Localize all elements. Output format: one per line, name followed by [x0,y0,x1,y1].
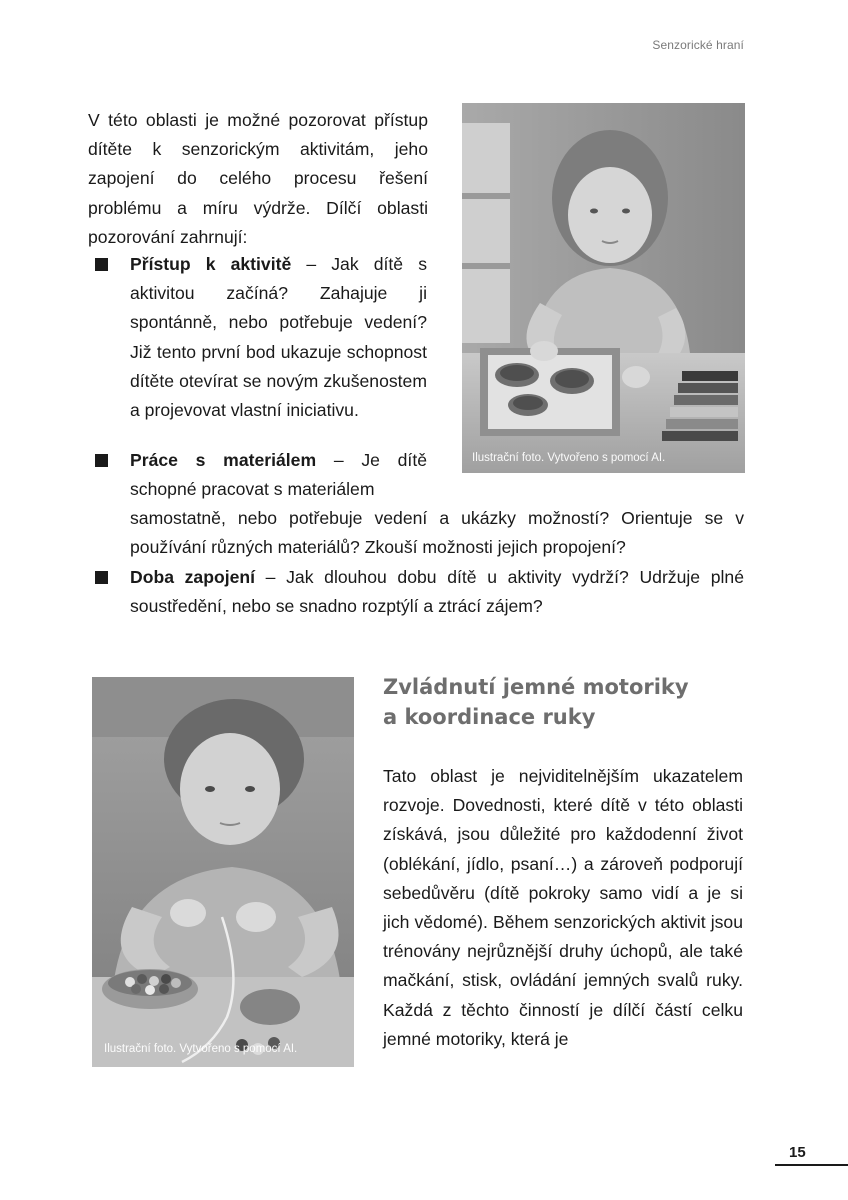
bullet-material [130,446,427,504]
photo-caption: Ilustrační foto. Vytvořeno s pomocí AI. [104,1043,298,1055]
photo-boy-illustration [92,677,354,1067]
bullet-material-continued: samostatně, nebo potřebuje vedení a ukázky možností? Orientuje se v používání různých materiálů? Zkouší možnosti jejich propojení? [130,508,744,558]
section-heading-line1: Zvládnutí jemné motoriky [383,675,689,699]
page-number-rule [775,1164,848,1166]
photo-girl-sensory-tray [462,103,745,473]
photo-girl-illustration [462,103,745,473]
bullet-marker [95,571,108,584]
section-body: Tato oblast je nejviditelnějším ukazatelem rozvoje. Dovednosti, které dítě v této oblasti získává, jsou důležité pro každodenní život (oblékání, jídlo, psaní…) a zároveň podporují sebedůvěru (dítě pokroky samo vidí a je si jich vědomé). Během senzorických aktivit jsou trénovány nejrůznější druhy úchopů, ale také mačkání, stisk, ovládání jemných svalů ruky. Každá z těchto činností je dílčí částí celku jemné motoriky, která je [383,766,743,1049]
bullet-title: Doba zapojení [130,567,256,587]
bullet-text: – Jak dlouhou dobu dítě u aktivity vydrží? Udržuje plné soustředění, nebo se snadno rozptýlí a ztrácí zájem? [130,567,744,617]
bullet-duration [130,563,744,621]
page-number: 15 [789,1144,806,1161]
running-head: Senzorické hraní [652,38,744,52]
photo-boy-threading-beads [92,677,354,1067]
section-heading-line2: a koordinace ruky [383,705,596,729]
bullet-marker [95,454,108,467]
bullet-marker [95,258,108,271]
bullet-text: – Jak dítě s aktivitou začíná? Zahajuje ji spontánně, nebo potřebuje vedení? Již tento první bod ukazuje schopnost dítěte otevírat se novým zkušenostem a projevovat vlastní iniciativu. [130,254,427,421]
bullet-approach [130,250,427,425]
section-heading [383,672,743,732]
bullet-title: Přístup k aktivitě [130,254,292,274]
bullet-text: – Je dítě schopné pracovat s materiálem [130,450,427,500]
intro-paragraph: V této oblasti je možné pozorovat přístup dítěte k senzorickým aktivitám, jeho zapojení do celého procesu řešení problému a míru výdrže. Dílčí oblasti pozorování zahrnují: [88,110,428,247]
bullet-title: Práce s materiálem [130,450,317,470]
photo-caption: Ilustrační foto. Vytvořeno s pomocí AI. [472,452,666,464]
